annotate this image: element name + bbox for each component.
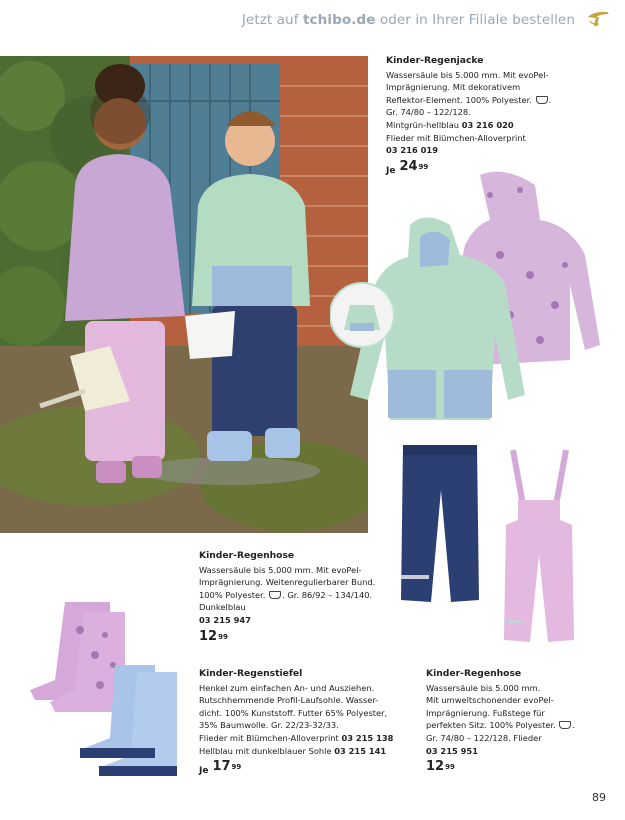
- price: [199, 761, 399, 778]
- variant-label: Flieder mit Blümchen-Alloverprint: [386, 132, 526, 143]
- product-boots-info: [199, 668, 399, 778]
- product-title: Kinder-Regenhose: [199, 550, 295, 561]
- variant-label: Dunkelblau: [199, 602, 246, 613]
- product-desc-line: Rutschhemmende Profil-Laufsohle. Wasser-: [199, 695, 379, 706]
- product-jacket-info: Kinder-Regenjacke Wassersäule bis 5.000 mm. Mit evoPel- Imprägnierung. Mit dekorativem Reflektor-Element. 100% Polyester. . Gr. 74/80 – 122/128. Mintgrün-hellblau 03 216 020 Flieder mit Blümchen-Alloverprint 03 216 019 Je 24 99: [386, 55, 616, 177]
- product-desc-line: dicht. 100% Kunststoff. Futter 65% Polyester,: [199, 707, 388, 718]
- article-number: 03 215 141: [334, 745, 387, 756]
- tchibo-logo-icon: [585, 9, 611, 29]
- jacket-product-image: [330, 165, 610, 425]
- product-desc-line: Wassersäule bis 5.000 mm.: [426, 682, 541, 693]
- product-size: Gr. 86/92 – 134/140.: [287, 589, 373, 600]
- product-desc-line: Reflektor-Element. 100% Polyester.: [386, 94, 532, 105]
- product-desc-line: Wassersäule bis 5.000 mm. Mit evoPel-: [199, 564, 362, 575]
- product-desc-line: Wassersäule bis 5.000 mm. Mit evoPel-: [386, 69, 549, 80]
- navy-rain-pants-image: [395, 440, 485, 610]
- price-prefix: Je: [199, 766, 209, 777]
- product-dungarees-info: Kinder-Regenhose Wassersäule bis 5.000 mm. Mit umweltschonender evoPel- Imprägnierung. Fußstege für perfekten Sitz. 100% Polyester. . Gr. 74/80 – 122/128. Flieder 03 215 951 12 99: [426, 668, 616, 774]
- product-title: Kinder-Regenstiefel: [199, 668, 303, 679]
- product-desc-line: Mit umweltschonender evoPel-: [426, 695, 554, 706]
- product-title: Kinder-Regenhose: [426, 668, 522, 679]
- product-desc-line: perfekten Sitz. 100% Polyester.: [426, 720, 556, 731]
- price: [426, 761, 616, 774]
- product-desc-line: Imprägnierung. Weitenregulierbarer Bund.: [199, 577, 376, 588]
- product-size: Gr. 74/80 – 122/128.: [386, 107, 471, 118]
- product-size: Gr. 74/80 – 122/128. Flieder: [426, 732, 542, 743]
- price: [386, 158, 616, 178]
- price-main: 17: [212, 759, 231, 775]
- product-pants-info: Kinder-Regenhose Wassersäule bis 5.000 mm. Mit evoPel- Imprägnierung. Weitenregulierbarer Bund. 100% Polyester. . Gr. 86/92 – 134/140. Dunkelblau 03 215 947 12 99: [199, 550, 399, 643]
- product-desc-line: 100% Polyester.: [199, 589, 266, 600]
- variant-label: Mintgrün-hellblau: [386, 119, 460, 130]
- article-number: 03 215 947: [199, 614, 251, 625]
- product-title: Kinder-Regenjacke: [386, 55, 484, 66]
- article-number: 03 215 138: [341, 732, 394, 743]
- washing-symbol-icon: [536, 96, 548, 104]
- variant-label: Flieder mit Blümchen-Alloverprint: [199, 732, 339, 743]
- article-number: 03 215 951: [426, 745, 478, 756]
- price: [199, 628, 399, 644]
- price-main: 24: [399, 158, 418, 174]
- washing-symbol-icon: [269, 591, 281, 599]
- header-prefix: Jetzt auf: [241, 12, 299, 28]
- price-cents: 99: [445, 763, 455, 772]
- product-desc-line: Henkel zum einfachen An- und Ausziehen.: [199, 682, 375, 693]
- product-desc-line: 35% Baumwolle. Gr. 22/23-32/33.: [199, 720, 339, 731]
- price-prefix: Je: [386, 165, 396, 176]
- price-cents: 99: [231, 763, 242, 772]
- header-site-link[interactable]: tchibo.de: [302, 12, 376, 28]
- children-photo: [0, 56, 368, 533]
- price-main: 12: [426, 759, 445, 775]
- rain-boots-image: [25, 590, 195, 785]
- page-number: 89: [592, 791, 606, 804]
- variant-label: Hellblau mit dunkelblauer Sohle: [199, 745, 332, 756]
- header-suffix: oder in Ihrer Filiale bestellen: [379, 12, 575, 28]
- product-desc-line: Imprägnierung. Fußstege für: [426, 707, 545, 718]
- article-number: 03 216 019: [386, 145, 438, 156]
- price-cents: 99: [418, 162, 429, 171]
- price-main: 12: [199, 628, 218, 644]
- page-header: [242, 12, 575, 28]
- article-number: 03 216 020: [461, 119, 514, 130]
- lilac-rain-dungarees-image: [498, 445, 578, 660]
- price-cents: 99: [218, 632, 228, 641]
- product-desc-line: Imprägnierung. Mit dekorativem: [386, 82, 521, 93]
- washing-symbol-icon: [559, 721, 571, 729]
